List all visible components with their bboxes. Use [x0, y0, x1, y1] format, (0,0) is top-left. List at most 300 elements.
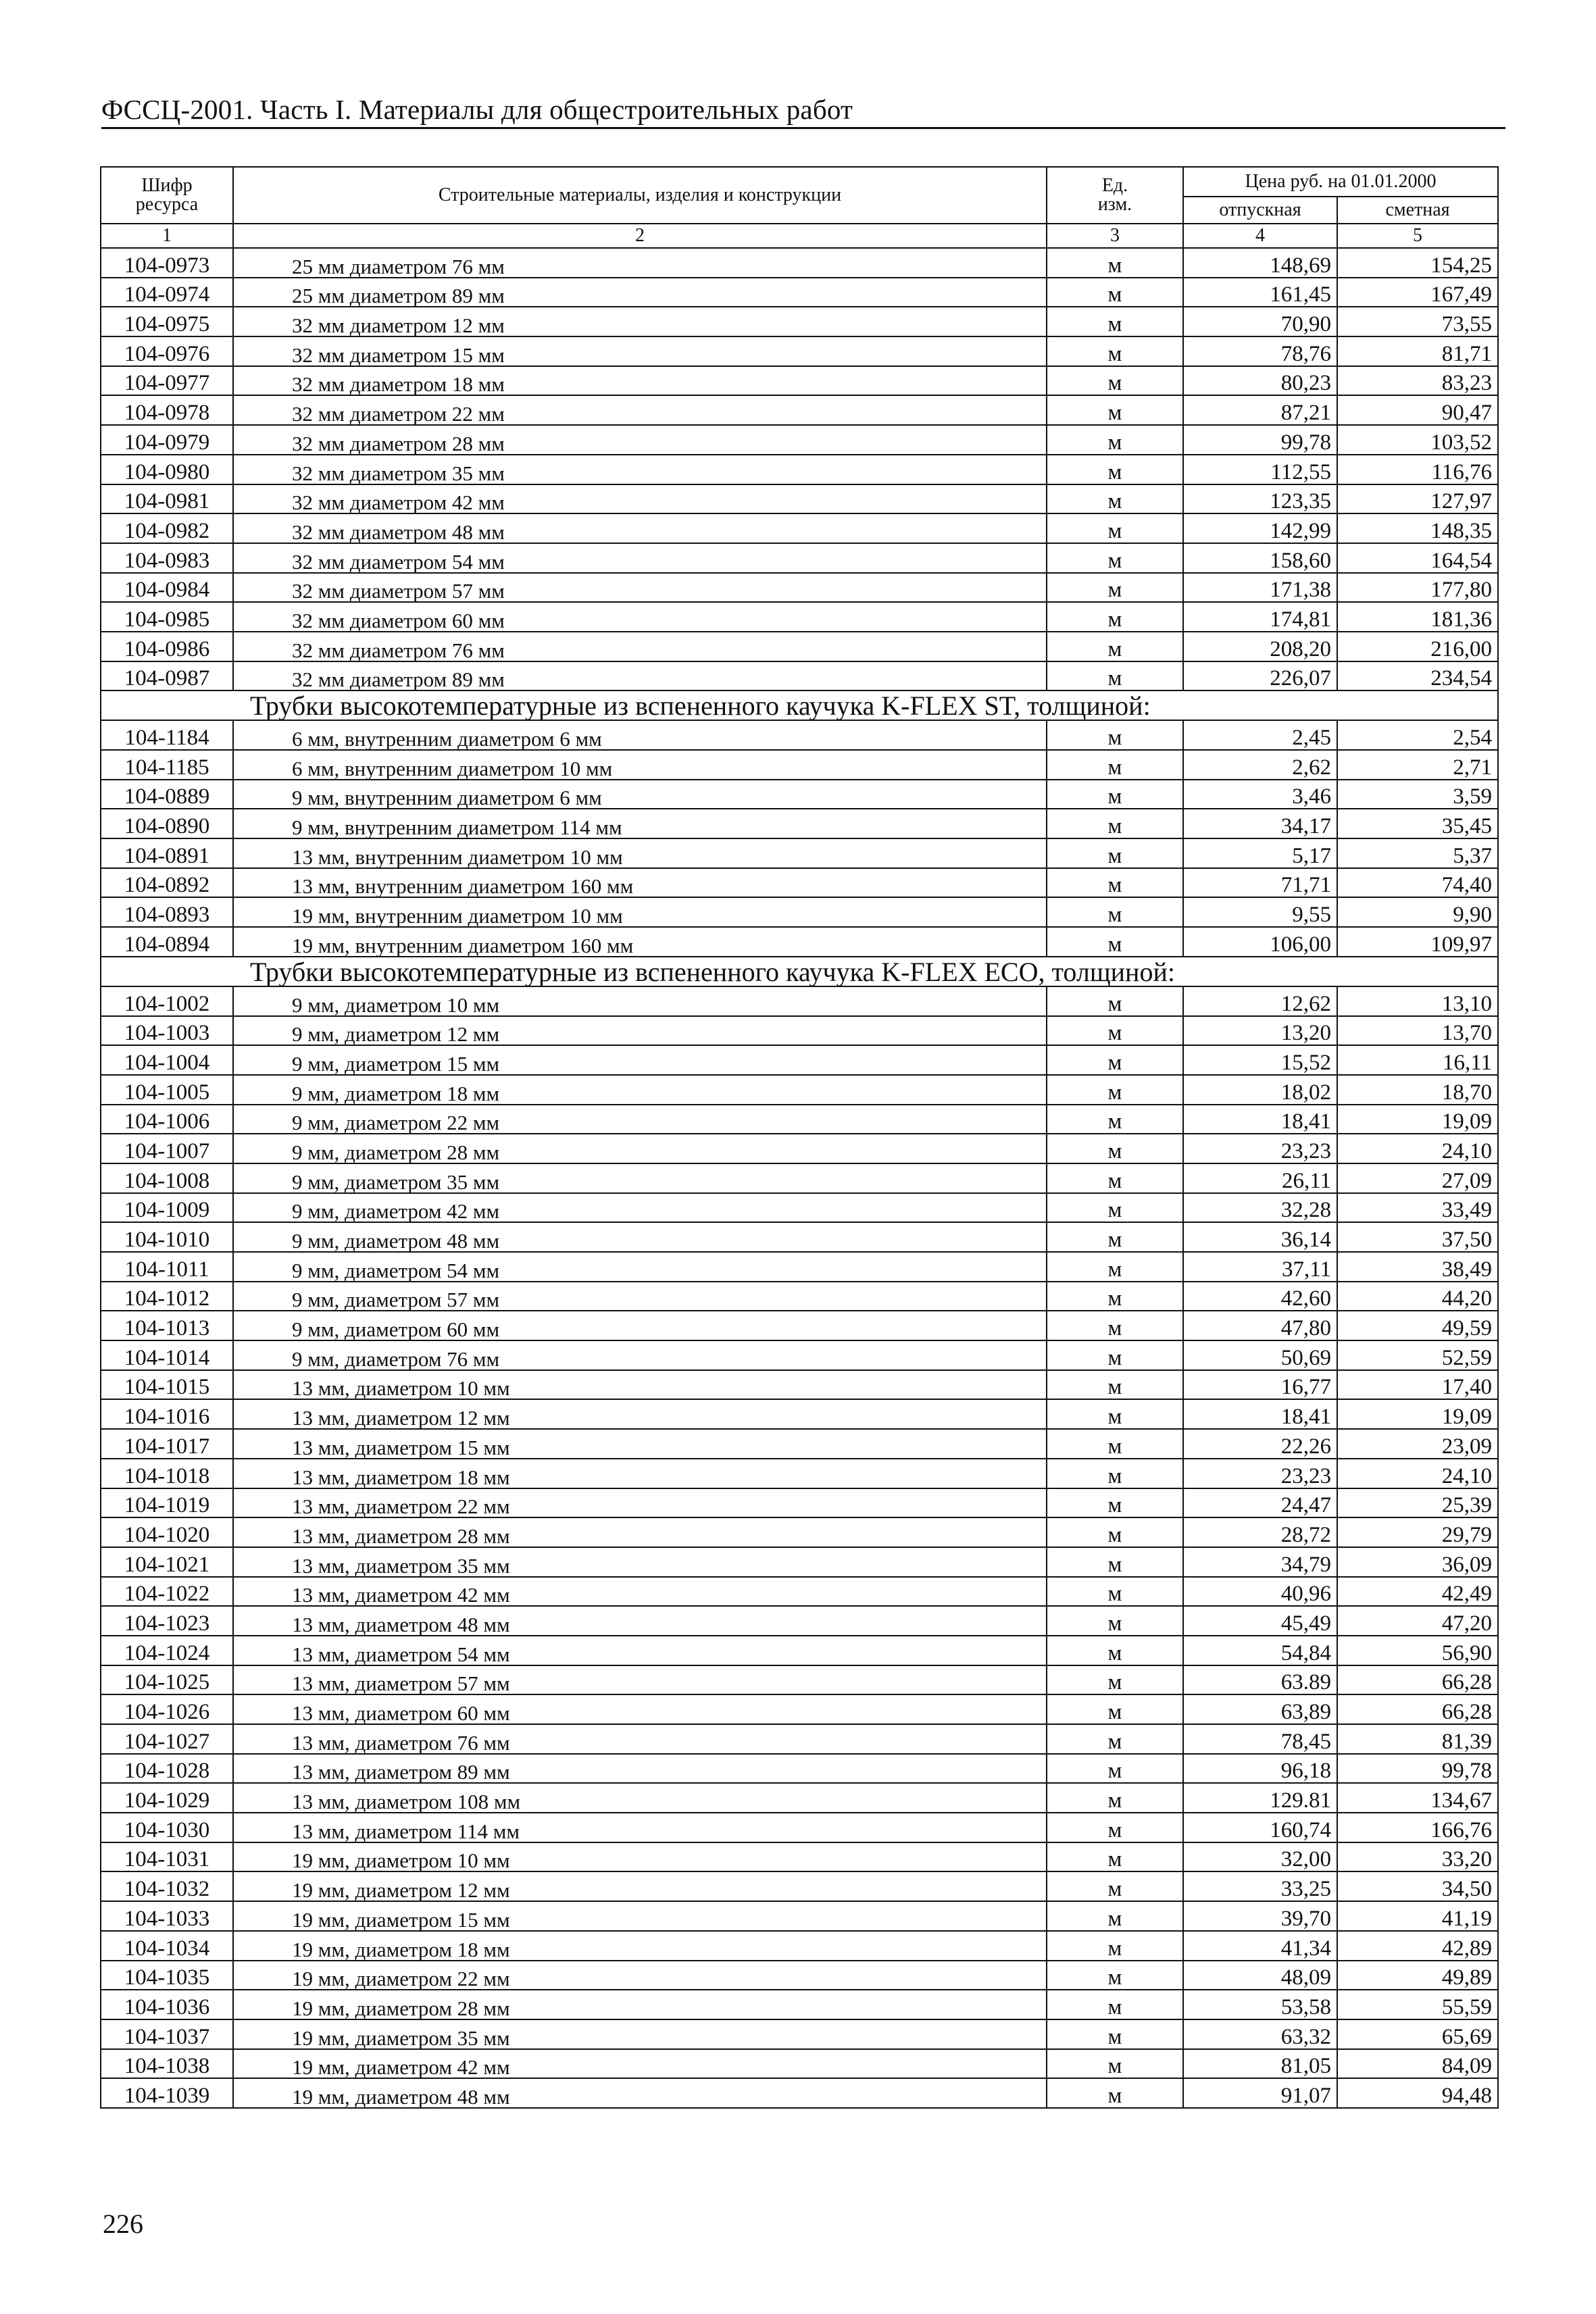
resource-code-cell: 104-1025 — [101, 1665, 233, 1695]
release-price-cell: 40,96 — [1183, 1577, 1337, 1607]
unit-cell: м — [1047, 1577, 1183, 1607]
resource-code-cell: 104-1014 — [101, 1340, 233, 1370]
estimate-price-cell: 134,67 — [1337, 1783, 1498, 1813]
material-name-cell: 9 мм, диаметром 76 мм — [233, 1340, 1047, 1370]
release-price-cell: 41,34 — [1183, 1931, 1337, 1961]
header-unit-line1: Ед. — [1101, 175, 1128, 196]
material-name-cell: 13 мм, диаметром 54 мм — [233, 1636, 1047, 1665]
section-heading-row — [101, 957, 1498, 986]
table-row — [101, 720, 1498, 750]
header-price-estimate: сметная — [1337, 197, 1498, 224]
unit-cell: м — [1047, 1429, 1183, 1459]
unit-cell: м — [1047, 2078, 1183, 2108]
material-name-cell: 13 мм, диаметром 35 мм — [233, 1547, 1047, 1577]
release-price-cell: 63,32 — [1183, 2019, 1337, 2049]
table-row — [101, 927, 1498, 957]
table-row — [101, 1311, 1498, 1340]
material-name-cell: 32 мм диаметром 57 мм — [233, 573, 1047, 603]
release-price-cell: 78,45 — [1183, 1724, 1337, 1754]
material-name-cell: 9 мм, диаметром 18 мм — [233, 1075, 1047, 1105]
material-name-cell: 13 мм, внутренним диаметром 10 мм — [233, 838, 1047, 868]
release-price-cell: 158,60 — [1183, 543, 1337, 573]
material-name-cell: 6 мм, внутренним диаметром 6 мм — [233, 720, 1047, 750]
release-price-cell: 16,77 — [1183, 1370, 1337, 1400]
estimate-price-cell: 27,09 — [1337, 1163, 1498, 1193]
estimate-price-cell: 49,59 — [1337, 1311, 1498, 1340]
estimate-price-cell: 99,78 — [1337, 1754, 1498, 1784]
estimate-price-cell: 5,37 — [1337, 838, 1498, 868]
unit-cell: м — [1047, 1045, 1183, 1075]
resource-code-cell: 104-1030 — [101, 1813, 233, 1842]
release-price-cell: 123,35 — [1183, 484, 1337, 514]
unit-cell: м — [1047, 1901, 1183, 1931]
table-row — [101, 661, 1498, 691]
release-price-cell: 13,20 — [1183, 1016, 1337, 1046]
unit-cell: м — [1047, 780, 1183, 809]
table-row — [101, 484, 1498, 514]
estimate-price-cell: 24,10 — [1337, 1134, 1498, 1163]
resource-code-cell: 104-1033 — [101, 1901, 233, 1931]
unit-cell: м — [1047, 1075, 1183, 1105]
estimate-price-cell: 2,54 — [1337, 720, 1498, 750]
release-price-cell: 148,69 — [1183, 248, 1337, 278]
table-row — [101, 1429, 1498, 1459]
material-name-cell: 9 мм, диаметром 12 мм — [233, 1016, 1047, 1046]
resource-code-cell: 104-0890 — [101, 809, 233, 838]
section-heading-row — [101, 690, 1498, 720]
estimate-price-cell: 234,54 — [1337, 661, 1498, 691]
resource-code-cell: 104-0985 — [101, 602, 233, 632]
unit-cell: м — [1047, 868, 1183, 898]
header-rule — [101, 127, 1505, 129]
release-price-cell: 28,72 — [1183, 1517, 1337, 1547]
table-row — [101, 336, 1498, 366]
resource-code-cell: 104-0893 — [101, 897, 233, 927]
column-number: 3 — [1047, 224, 1183, 248]
section-heading: Трубки высокотемпературные из вспененного каучука K-FLEX ECO, толщиной: — [101, 957, 1498, 986]
estimate-price-cell: 166,76 — [1337, 1813, 1498, 1842]
table-row — [101, 1961, 1498, 1990]
release-price-cell: 53,58 — [1183, 1990, 1337, 2019]
unit-cell: м — [1047, 1105, 1183, 1134]
release-price-cell: 171,38 — [1183, 573, 1337, 603]
resource-code-cell: 104-0892 — [101, 868, 233, 898]
resource-code-cell: 104-0980 — [101, 455, 233, 484]
unit-cell: м — [1047, 1488, 1183, 1518]
material-name-cell: 13 мм, диаметром 10 мм — [233, 1370, 1047, 1400]
release-price-cell: 3,46 — [1183, 780, 1337, 809]
header-code-line2: ресурса — [135, 194, 199, 215]
table-row — [101, 425, 1498, 455]
release-price-cell: 34,79 — [1183, 1547, 1337, 1577]
table-row — [101, 1222, 1498, 1252]
release-price-cell: 26,11 — [1183, 1163, 1337, 1193]
estimate-price-cell: 83,23 — [1337, 366, 1498, 396]
estimate-price-cell: 13,70 — [1337, 1016, 1498, 1046]
resource-code-cell: 104-1039 — [101, 2078, 233, 2108]
estimate-price-cell: 3,59 — [1337, 780, 1498, 809]
price-table — [100, 166, 1499, 2109]
unit-cell: м — [1047, 1222, 1183, 1252]
release-price-cell: 42,60 — [1183, 1282, 1337, 1311]
material-name-cell: 19 мм, диаметром 10 мм — [233, 1842, 1047, 1872]
table-row — [101, 1459, 1498, 1488]
resource-code-cell: 104-1037 — [101, 2019, 233, 2049]
unit-cell: м — [1047, 1340, 1183, 1370]
unit-cell: м — [1047, 1961, 1183, 1990]
unit-cell: м — [1047, 986, 1183, 1016]
column-number: 2 — [233, 224, 1047, 248]
resource-code-cell: 104-0978 — [101, 395, 233, 425]
table-row — [101, 1134, 1498, 1163]
table-row — [101, 1990, 1498, 2019]
material-name-cell: 25 мм диаметром 89 мм — [233, 278, 1047, 307]
table-row — [101, 1724, 1498, 1754]
resource-code-cell: 104-1002 — [101, 986, 233, 1016]
estimate-price-cell: 16,11 — [1337, 1045, 1498, 1075]
unit-cell: м — [1047, 1871, 1183, 1901]
estimate-price-cell: 42,49 — [1337, 1577, 1498, 1607]
table-row — [101, 1016, 1498, 1046]
resource-code-cell: 104-1020 — [101, 1517, 233, 1547]
unit-cell: м — [1047, 2049, 1183, 2079]
estimate-price-cell: 23,09 — [1337, 1429, 1498, 1459]
unit-cell: м — [1047, 366, 1183, 396]
resource-code-cell: 104-1185 — [101, 750, 233, 780]
release-price-cell: 48,09 — [1183, 1961, 1337, 1990]
estimate-price-cell: 90,47 — [1337, 395, 1498, 425]
unit-cell: м — [1047, 1282, 1183, 1311]
estimate-price-cell: 116,76 — [1337, 455, 1498, 484]
estimate-price-cell: 148,35 — [1337, 513, 1498, 543]
material-name-cell: 13 мм, диаметром 60 мм — [233, 1694, 1047, 1724]
resource-code-cell: 104-0891 — [101, 838, 233, 868]
table-row — [101, 248, 1498, 278]
release-price-cell: 142,99 — [1183, 513, 1337, 543]
unit-cell: м — [1047, 1399, 1183, 1429]
estimate-price-cell: 24,10 — [1337, 1459, 1498, 1488]
material-name-cell: 9 мм, диаметром 42 мм — [233, 1193, 1047, 1223]
resource-code-cell: 104-1026 — [101, 1694, 233, 1724]
resource-code-cell: 104-1012 — [101, 1282, 233, 1311]
unit-cell: м — [1047, 1636, 1183, 1665]
estimate-price-cell: 36,09 — [1337, 1547, 1498, 1577]
table-row — [101, 1813, 1498, 1842]
material-name-cell: 13 мм, диаметром 42 мм — [233, 1577, 1047, 1607]
estimate-price-cell: 44,20 — [1337, 1282, 1498, 1311]
material-name-cell: 32 мм диаметром 76 мм — [233, 632, 1047, 661]
estimate-price-cell: 84,09 — [1337, 2049, 1498, 2079]
estimate-price-cell: 18,70 — [1337, 1075, 1498, 1105]
resource-code-cell: 104-1023 — [101, 1606, 233, 1636]
material-name-cell: 9 мм, диаметром 10 мм — [233, 986, 1047, 1016]
material-name-cell: 9 мм, диаметром 57 мм — [233, 1282, 1047, 1311]
table-row — [101, 1340, 1498, 1370]
release-price-cell: 99,78 — [1183, 425, 1337, 455]
material-name-cell: 13 мм, диаметром 114 мм — [233, 1813, 1047, 1842]
table-row — [101, 2078, 1498, 2108]
resource-code-cell: 104-1011 — [101, 1252, 233, 1282]
unit-cell: м — [1047, 573, 1183, 603]
table-row — [101, 366, 1498, 396]
material-name-cell: 19 мм, диаметром 42 мм — [233, 2049, 1047, 2079]
table-row — [101, 1783, 1498, 1813]
estimate-price-cell: 29,79 — [1337, 1517, 1498, 1547]
unit-cell: м — [1047, 1163, 1183, 1193]
unit-cell: м — [1047, 1193, 1183, 1223]
estimate-price-cell: 19,09 — [1337, 1399, 1498, 1429]
resource-code-cell: 104-1027 — [101, 1724, 233, 1754]
material-name-cell: 32 мм диаметром 48 мм — [233, 513, 1047, 543]
material-name-cell: 19 мм, диаметром 12 мм — [233, 1871, 1047, 1901]
resource-code-cell: 104-0977 — [101, 366, 233, 396]
release-price-cell: 129.81 — [1183, 1783, 1337, 1813]
release-price-cell: 160,74 — [1183, 1813, 1337, 1842]
table-row — [101, 513, 1498, 543]
table-row — [101, 1754, 1498, 1784]
resource-code-cell: 104-1036 — [101, 1990, 233, 2019]
table-row — [101, 573, 1498, 603]
estimate-price-cell: 164,54 — [1337, 543, 1498, 573]
material-name-cell: 32 мм диаметром 60 мм — [233, 602, 1047, 632]
release-price-cell: 112,55 — [1183, 455, 1337, 484]
estimate-price-cell: 41,19 — [1337, 1901, 1498, 1931]
unit-cell: м — [1047, 1842, 1183, 1872]
resource-code-cell: 104-0986 — [101, 632, 233, 661]
estimate-price-cell: 42,89 — [1337, 1931, 1498, 1961]
table-row — [101, 632, 1498, 661]
estimate-price-cell: 154,25 — [1337, 248, 1498, 278]
material-name-cell: 9 мм, диаметром 22 мм — [233, 1105, 1047, 1134]
release-price-cell: 96,18 — [1183, 1754, 1337, 1784]
material-name-cell: 32 мм диаметром 12 мм — [233, 307, 1047, 336]
material-name-cell: 13 мм, диаметром 28 мм — [233, 1517, 1047, 1547]
material-name-cell: 13 мм, диаметром 76 мм — [233, 1724, 1047, 1754]
resource-code-cell: 104-0894 — [101, 927, 233, 957]
estimate-price-cell: 38,49 — [1337, 1252, 1498, 1282]
resource-code-cell: 104-0987 — [101, 661, 233, 691]
table-row — [101, 897, 1498, 927]
unit-cell: м — [1047, 455, 1183, 484]
release-price-cell: 174,81 — [1183, 602, 1337, 632]
unit-cell: м — [1047, 513, 1183, 543]
resource-code-cell: 104-1010 — [101, 1222, 233, 1252]
release-price-cell: 15,52 — [1183, 1045, 1337, 1075]
resource-code-cell: 104-1038 — [101, 2049, 233, 2079]
material-name-cell: 32 мм диаметром 15 мм — [233, 336, 1047, 366]
resource-code-cell: 104-0982 — [101, 513, 233, 543]
unit-cell: м — [1047, 1931, 1183, 1961]
unit-cell: м — [1047, 1724, 1183, 1754]
header-unit-line2: изм. — [1097, 194, 1132, 215]
material-name-cell: 32 мм диаметром 22 мм — [233, 395, 1047, 425]
unit-cell: м — [1047, 1016, 1183, 1046]
table-row — [101, 455, 1498, 484]
release-price-cell: 33,25 — [1183, 1871, 1337, 1901]
unit-cell: м — [1047, 927, 1183, 957]
resource-code-cell: 104-0976 — [101, 336, 233, 366]
table-row — [101, 838, 1498, 868]
release-price-cell: 71,71 — [1183, 868, 1337, 898]
table-row — [101, 1488, 1498, 1518]
release-price-cell: 63,89 — [1183, 1694, 1337, 1724]
unit-cell: м — [1047, 1990, 1183, 2019]
column-number: 1 — [101, 224, 233, 248]
estimate-price-cell: 65,69 — [1337, 2019, 1498, 2049]
resource-code-cell: 104-0981 — [101, 484, 233, 514]
table-row — [101, 1252, 1498, 1282]
release-price-cell: 18,41 — [1183, 1105, 1337, 1134]
resource-code-cell: 104-1184 — [101, 720, 233, 750]
release-price-cell: 226,07 — [1183, 661, 1337, 691]
resource-code-cell: 104-1004 — [101, 1045, 233, 1075]
estimate-price-cell: 66,28 — [1337, 1665, 1498, 1695]
resource-code-cell: 104-0975 — [101, 307, 233, 336]
table-row — [101, 868, 1498, 898]
unit-cell: м — [1047, 897, 1183, 927]
material-name-cell: 9 мм, внутренним диаметром 6 мм — [233, 780, 1047, 809]
material-name-cell: 13 мм, диаметром 12 мм — [233, 1399, 1047, 1429]
estimate-price-cell: 33,49 — [1337, 1193, 1498, 1223]
unit-cell: м — [1047, 1134, 1183, 1163]
unit-cell: м — [1047, 278, 1183, 307]
unit-cell: м — [1047, 720, 1183, 750]
table-row — [101, 1163, 1498, 1193]
release-price-cell: 91,07 — [1183, 2078, 1337, 2108]
estimate-price-cell: 73,55 — [1337, 307, 1498, 336]
release-price-cell: 45,49 — [1183, 1606, 1337, 1636]
resource-code-cell: 104-1006 — [101, 1105, 233, 1134]
material-name-cell: 32 мм диаметром 54 мм — [233, 543, 1047, 573]
table-row — [101, 1193, 1498, 1223]
resource-code-cell: 104-1007 — [101, 1134, 233, 1163]
unit-cell: м — [1047, 307, 1183, 336]
release-price-cell: 63.89 — [1183, 1665, 1337, 1695]
material-name-cell: 13 мм, диаметром 48 мм — [233, 1606, 1047, 1636]
estimate-price-cell: 74,40 — [1337, 868, 1498, 898]
release-price-cell: 70,90 — [1183, 307, 1337, 336]
table-row — [101, 2049, 1498, 2079]
resource-code-cell: 104-1008 — [101, 1163, 233, 1193]
table-row — [101, 543, 1498, 573]
estimate-price-cell: 34,50 — [1337, 1871, 1498, 1901]
unit-cell: м — [1047, 2019, 1183, 2049]
estimate-price-cell: 81,39 — [1337, 1724, 1498, 1754]
estimate-price-cell: 2,71 — [1337, 750, 1498, 780]
resource-code-cell: 104-1013 — [101, 1311, 233, 1340]
material-name-cell: 32 мм диаметром 18 мм — [233, 366, 1047, 396]
material-name-cell: 6 мм, внутренним диаметром 10 мм — [233, 750, 1047, 780]
section-heading: Трубки высокотемпературные из вспененного каучука K-FLEX ST, толщиной: — [101, 690, 1498, 720]
unit-cell: м — [1047, 1459, 1183, 1488]
table-row — [101, 1399, 1498, 1429]
release-price-cell: 47,80 — [1183, 1311, 1337, 1340]
release-price-cell: 32,00 — [1183, 1842, 1337, 1872]
material-name-cell: 9 мм, диаметром 48 мм — [233, 1222, 1047, 1252]
release-price-cell: 18,41 — [1183, 1399, 1337, 1429]
release-price-cell: 23,23 — [1183, 1459, 1337, 1488]
estimate-price-cell: 216,00 — [1337, 632, 1498, 661]
material-name-cell: 19 мм, диаметром 15 мм — [233, 1901, 1047, 1931]
release-price-cell: 2,45 — [1183, 720, 1337, 750]
estimate-price-cell: 49,89 — [1337, 1961, 1498, 1990]
page-title: ФССЦ-2001. Часть I. Материалы для общестроительных работ — [101, 94, 853, 125]
material-name-cell: 19 мм, внутренним диаметром 10 мм — [233, 897, 1047, 927]
resource-code-cell: 104-1021 — [101, 1547, 233, 1577]
header-unit — [1047, 167, 1183, 224]
release-price-cell: 208,20 — [1183, 632, 1337, 661]
resource-code-cell: 104-1029 — [101, 1783, 233, 1813]
unit-cell: м — [1047, 1311, 1183, 1340]
release-price-cell: 9,55 — [1183, 897, 1337, 927]
unit-cell: м — [1047, 248, 1183, 278]
estimate-price-cell: 52,59 — [1337, 1340, 1498, 1370]
estimate-price-cell: 19,09 — [1337, 1105, 1498, 1134]
resource-code-cell: 104-1031 — [101, 1842, 233, 1872]
table-row — [101, 1105, 1498, 1134]
unit-cell: м — [1047, 1754, 1183, 1784]
table-row — [101, 780, 1498, 809]
resource-code-cell: 104-1009 — [101, 1193, 233, 1223]
unit-cell: м — [1047, 661, 1183, 691]
estimate-price-cell: 55,59 — [1337, 1990, 1498, 2019]
material-name-cell: 19 мм, внутренним диаметром 160 мм — [233, 927, 1047, 957]
estimate-price-cell: 13,10 — [1337, 986, 1498, 1016]
resource-code-cell: 104-0974 — [101, 278, 233, 307]
unit-cell: м — [1047, 1547, 1183, 1577]
release-price-cell: 22,26 — [1183, 1429, 1337, 1459]
unit-cell: м — [1047, 1665, 1183, 1695]
release-price-cell: 39,70 — [1183, 1901, 1337, 1931]
unit-cell: м — [1047, 1252, 1183, 1282]
unit-cell: м — [1047, 809, 1183, 838]
unit-cell: м — [1047, 336, 1183, 366]
table-row — [101, 809, 1498, 838]
release-price-cell: 2,62 — [1183, 750, 1337, 780]
resource-code-cell: 104-0983 — [101, 543, 233, 573]
table-row — [101, 2019, 1498, 2049]
unit-cell: м — [1047, 1813, 1183, 1842]
estimate-price-cell: 127,97 — [1337, 484, 1498, 514]
material-name-cell: 19 мм, диаметром 18 мм — [233, 1931, 1047, 1961]
material-name-cell: 13 мм, диаметром 22 мм — [233, 1488, 1047, 1518]
estimate-price-cell: 167,49 — [1337, 278, 1498, 307]
resource-code-cell: 104-1016 — [101, 1399, 233, 1429]
unit-cell: м — [1047, 543, 1183, 573]
estimate-price-cell: 9,90 — [1337, 897, 1498, 927]
release-price-cell: 87,21 — [1183, 395, 1337, 425]
material-name-cell: 13 мм, диаметром 57 мм — [233, 1665, 1047, 1695]
table-row — [101, 1517, 1498, 1547]
resource-code-cell: 104-1034 — [101, 1931, 233, 1961]
release-price-cell: 106,00 — [1183, 927, 1337, 957]
table-row — [101, 395, 1498, 425]
table-row — [101, 278, 1498, 307]
unit-cell: м — [1047, 484, 1183, 514]
table-row — [101, 1606, 1498, 1636]
table-row — [101, 1665, 1498, 1695]
unit-cell: м — [1047, 750, 1183, 780]
unit-cell: м — [1047, 602, 1183, 632]
estimate-price-cell: 37,50 — [1337, 1222, 1498, 1252]
resource-code-cell: 104-1018 — [101, 1459, 233, 1488]
material-name-cell: 32 мм диаметром 28 мм — [233, 425, 1047, 455]
resource-code-cell: 104-1032 — [101, 1871, 233, 1901]
unit-cell: м — [1047, 425, 1183, 455]
estimate-price-cell: 109,97 — [1337, 927, 1498, 957]
resource-code-cell: 104-0889 — [101, 780, 233, 809]
material-name-cell: 9 мм, диаметром 15 мм — [233, 1045, 1047, 1075]
